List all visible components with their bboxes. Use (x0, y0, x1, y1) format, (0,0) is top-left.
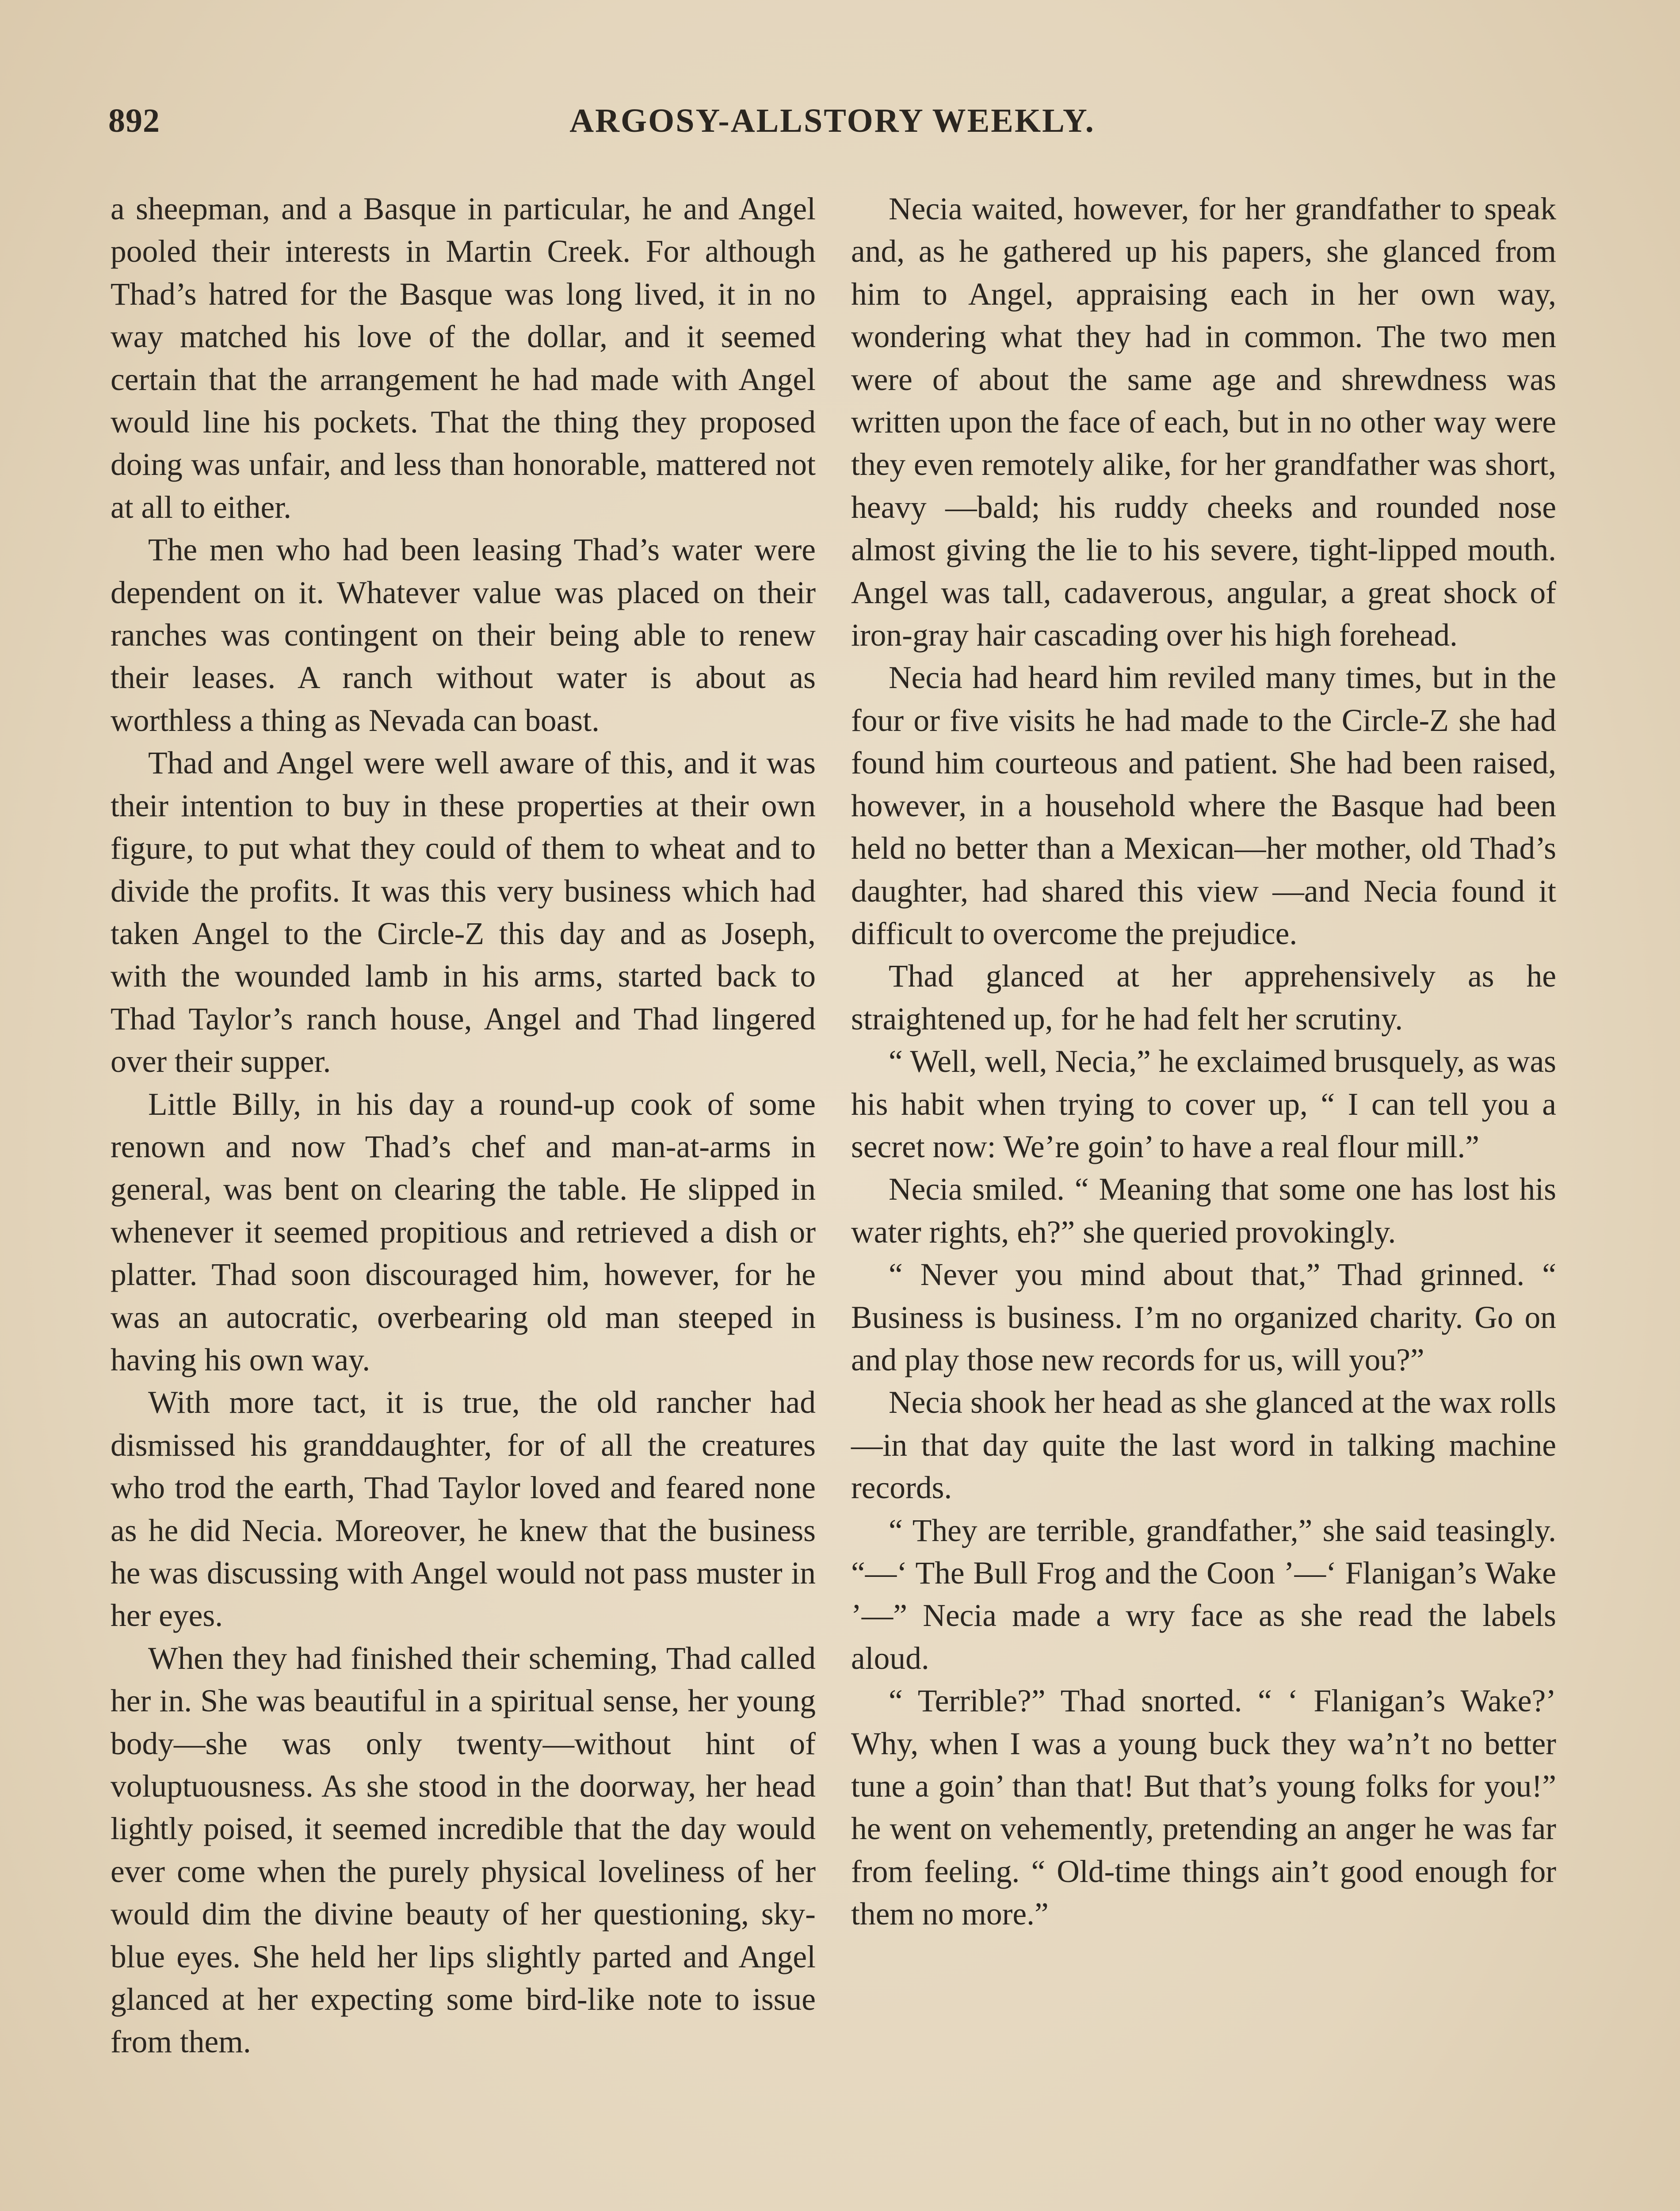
right-column (851, 188, 1556, 1936)
paragraph: Necia smiled. “ Meaning that some one has lost his water rights, eh?” she queried provokingly. (851, 1172, 1556, 1250)
paragraph: Necia had heard him reviled many times, but in the four or five visits he had made to the Circle-Z she had found him courteous and patient. She had been raised, however, in a household where the Basque had been held no better than a Mexican—her mother, old Thad’s daughter, had shared this view —and Necia found it difficult to overcome the prejudice. (851, 660, 1556, 951)
paragraph: “ Terrible?” Thad snorted. “ ‘ Flanigan’s Wake?’ Why, when I was a young buck they wa’n’t no better tune a goin’ than that! But that’s young folks for you!” he went on vehemently, pretending an anger he was far from feeling. “ Old-time things ain’t good enough for them no more.” (851, 1683, 1556, 1932)
paragraph: a sheepman, and a Basque in particular, he and Angel pooled their interests in Martin Creek. For although Thad’s hatred for the Basque was long lived, it in no way matched his love of the dollar, and it seemed certain that the arrangement he had made with Angel would line his pockets. That the thing they proposed doing was unfair, and less than honorable, mattered not at all to either. (111, 191, 816, 525)
paragraph: Necia waited, however, for her grandfather to speak and, as he gathered up his papers, she glanced from him to Angel, appraising each in her own way, wondering what they had in common. The two men were of about the same age and shrewdness was written upon the face of each, but in no other way were they even remotely alike, for her grandfather was short, heavy —bald; his ruddy cheeks and rounded nose almost giving the lie to his severe, tight-lipped mouth. Angel was tall, cadaverous, angular, a great shock of iron-gray hair cascading over his high forehead. (851, 191, 1556, 653)
running-title: ARGOSY-ALLSTORY WEEKLY. (569, 102, 1095, 139)
left-column (111, 188, 816, 2064)
paragraph: “ They are terrible, grandfather,” she said teasingly. “—‘ The Bull Frog and the Coon ’—‘ Flanigan’s Wake ’—” Necia made a wry face as she read the labels aloud. (851, 1513, 1556, 1676)
page-number: 892 (108, 102, 160, 139)
paragraph: “ Never you mind about that,” Thad grinned. “ Business is business. I’m no organized charity. Go on and play those new records for us, will you?” (851, 1257, 1556, 1377)
paragraph: “ Well, well, Necia,” he exclaimed brusquely, as was his habit when trying to cover up, “ I can tell you a secret now: We’re goin’ to have a real flour mill.” (851, 1044, 1556, 1164)
paragraph: With more tact, it is true, the old rancher had dismissed his granddaughter, for of all the creatures who trod the earth, Thad Taylor loved and feared none as he did Necia. Moreover, he knew that the business he was discussing with Angel would not pass muster in her eyes. (111, 1385, 816, 1633)
paragraph: When they had finished their scheming, Thad called her in. She was beautiful in a spiritual sense, her young body—she was only twenty—without hint of voluptuousness. As she stood in the doorway, her head lightly poised, it seemed incredible that the day would ever come when the purely physical loveliness of her would dim the divine beauty of her questioning, sky-blue eyes. She held her lips slightly parted and Angel glanced at her expecting some bird-like note to issue from them. (111, 1641, 816, 2060)
paragraph: Little Billy, in his day a round-up cook of some renown and now Thad’s chef and man-at-arms in general, was bent on clearing the table. He slipped in whenever it seemed propitious and retrieved a dish or platter. Thad soon discouraged him, however, for he was an autocratic, overbearing old man steeped in having his own way. (111, 1086, 816, 1377)
paragraph: Thad and Angel were well aware of this, and it was their intention to buy in these properties at their own figure, to put what they could of them to wheat and to divide the profits. It was this very business which had taken Angel to the Circle-Z this day and as Joseph, with the wounded lamb in his arms, started back to Thad Taylor’s ranch house, Angel and Thad lingered over their supper. (111, 746, 816, 1079)
page-header (108, 102, 1556, 155)
paragraph: Thad glanced at her apprehensively as he straightened up, for he had felt her scrutiny. (851, 959, 1556, 1037)
paragraph: The men who had been leasing Thad’s water were dependent on it. Whatever value was placed on their ranches was contingent on their being able to renew their leases. A ranch without water is about as worthless a thing as Nevada can boast. (111, 532, 816, 738)
paragraph: Necia shook her head as she glanced at the wax rolls—in that day quite the last word in talking machine records. (851, 1385, 1556, 1506)
